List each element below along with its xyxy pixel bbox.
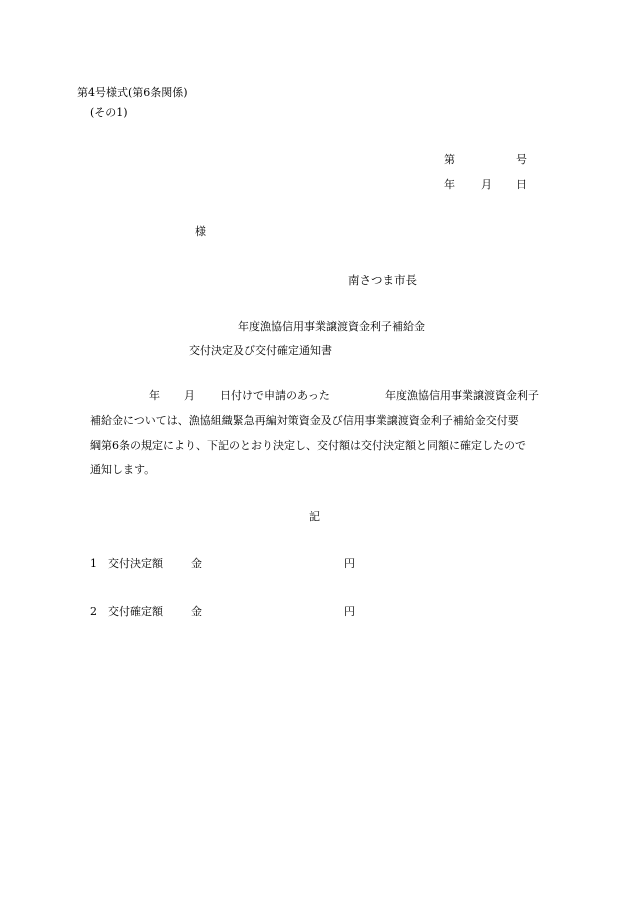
date-year: 年 [444,178,455,191]
body-line-4: 通知します。 [90,463,156,476]
body-line-3: 綱第6条の規定により、下記のとおり決定し、交付額は交付決定額と同額に確定したので [90,439,526,452]
item-number: 1 [90,557,97,570]
body-line-2: 補給金については、漁協組織緊急再編対策資金及び信用事業譲渡資金利子補給金交付要 [90,414,519,427]
form-sub-number: (その1) [90,106,128,119]
doc-number-suffix: 号 [516,153,527,166]
issuer-name: 南さつま市長 [348,273,417,287]
item-yen-suffix: 円 [344,605,355,618]
body-year: 年 [149,389,160,402]
document-title-line-2: 交付決定及び交付確定通知書 [189,344,332,357]
item-label-decision-amount: 交付決定額 [108,557,163,570]
doc-number-prefix: 第 [444,153,455,166]
body-month: 月 [184,389,195,402]
item-yen-suffix: 円 [344,557,355,570]
item-kin-prefix: 金 [191,557,202,570]
ki-heading: 記 [309,510,320,523]
item-number: 2 [90,605,97,618]
form-number: 第4号様式(第6条関係) [77,86,188,99]
addressee-honorific: 様 [195,225,206,238]
item-label-confirmed-amount: 交付確定額 [108,605,163,618]
date-month: 月 [481,178,492,191]
date-day: 日 [516,178,527,191]
item-kin-prefix: 金 [191,605,202,618]
body-application-date-text: 日付けで申請のあった [220,389,330,402]
body-line-1-tail: 年度漁協信用事業譲渡資金利子 [385,389,539,402]
document-title-line-1: 年度漁協信用事業譲渡資金利子補給金 [238,320,425,333]
